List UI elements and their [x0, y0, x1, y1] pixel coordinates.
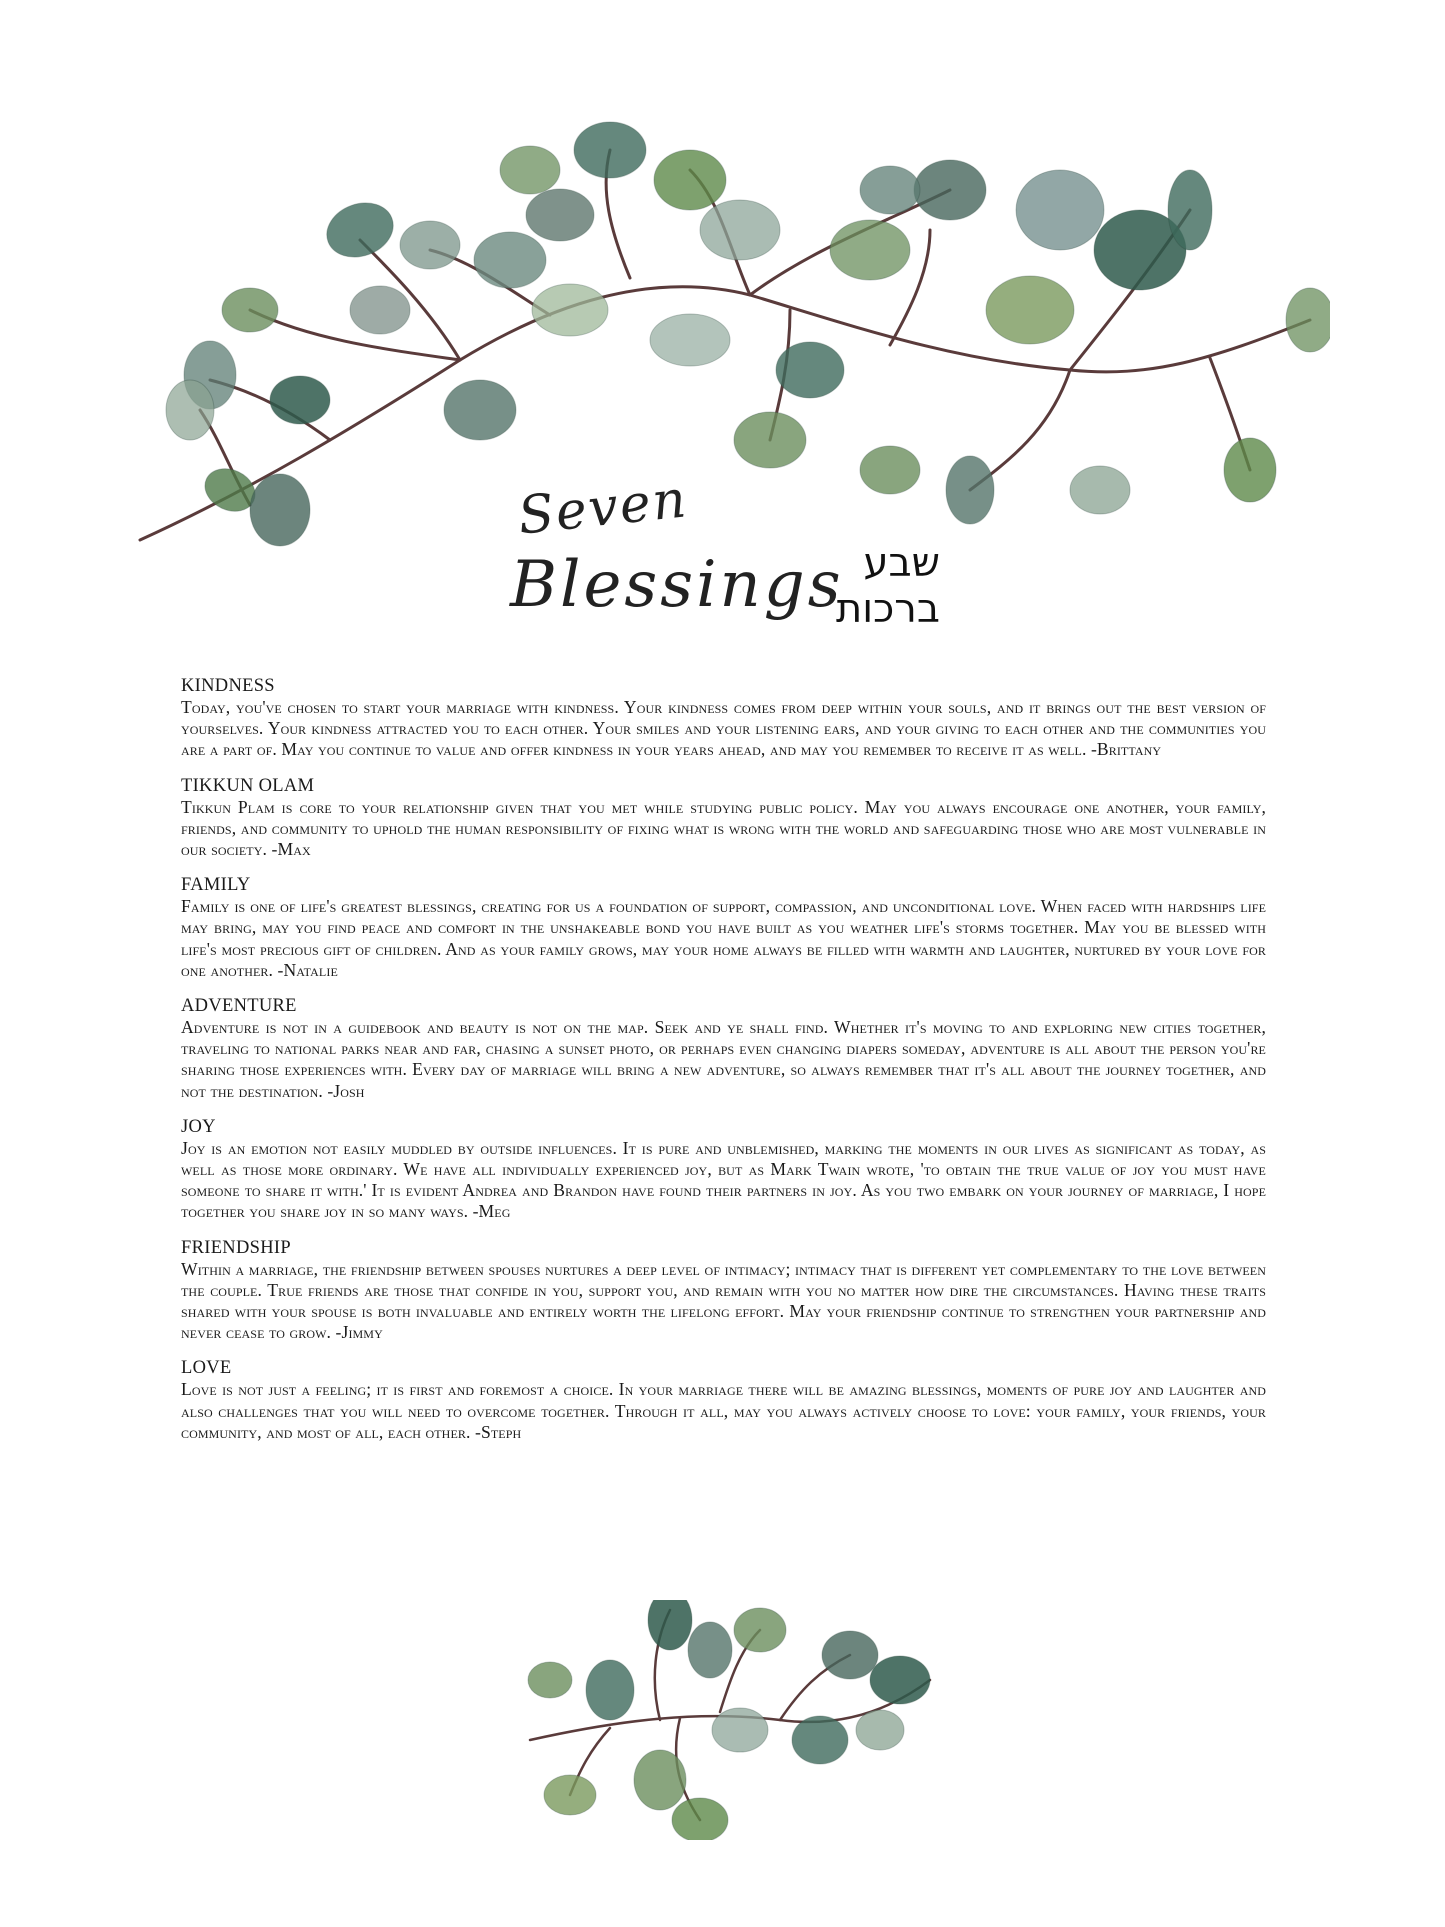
section-body: Family is one of life's greatest blessings, creating for us a foundation of support, compassion, and unconditional love. When faced with hardships life may bring, may you find peace and comfort in the unshakeable bond you have built as you weather life's storms together. May you be blessed with life's most precious gift of children. And as your family grows, may your home always be filled with warmth and laughter, nurtured by your love for one another. -Natalie	[181, 896, 1266, 980]
section-title: TIKKUN OLAM	[181, 775, 315, 796]
section-body: Tikkun Plam is core to your relationship given that you met while studying public policy. May you always encourage one another, your family, friends, and community to uphold the human responsibility of fixing what is wrong with the world and safeguarding those who are most vulnerable in our society. -Max	[181, 796, 1266, 860]
section-title: JOY	[181, 1116, 216, 1137]
blessings-content	[181, 675, 1266, 1457]
section-title: LOVE	[181, 1358, 232, 1379]
section-body: Today, you've chosen to start your marriage with kindness. Your kindness comes from deep within your souls, and it brings out the best version of yourselves. Your kindness attracted you to each other. Your smiles and your listening ears, and your giving to each other and the communities you are a part of. May you continue to value and offer kindness in your years ahead, and may you remember to receive it as well. -Brittany	[181, 697, 1266, 760]
section-title: FAMILY	[181, 875, 251, 896]
eucalyptus-sprig-illustration	[520, 1600, 940, 1840]
section-body: Joy is an emotion not easily muddled by outside influences. It is pure and unblemished, marking the moments in our lives as significant as today, as well as those more ordinary. We have all individually experienced joy, but as Mark Twain wrote, 'to obtain the true value of joy you must have someone to share it with.' It is evident Andrea and Brandon have found their partners in joy. As you two embark on your journey of marriage, I hope together you share joy in so many ways. -Meg	[181, 1137, 1266, 1222]
section-body: Adventure is not in a guidebook and beauty is not on the map. Seek and ye shall find. Whether it's moving to and exploring new cities together, traveling to national parks near and far, chasing a sunset photo, or perhaps even changing diapers someday, adventure is all about the person you're sharing those experiences with. Every day of marriage will bring a new adventure, so always remember that it's all about the journey together, and not the destination. -Josh	[181, 1017, 1266, 1101]
title-script-seven: Seven	[515, 469, 691, 547]
blessing-section-love	[181, 1357, 1266, 1443]
blessing-section-family	[181, 874, 1266, 981]
blessing-section-adventure	[181, 995, 1266, 1102]
blessing-section-joy	[181, 1116, 1266, 1223]
section-body: Within a marriage, the friendship between spouses nurtures a deep level of intimacy; intimacy that is different yet complementary to the love between the couple. True friends are those that confide in you, support you, and remain with you no matter how dire the circumstances. Having these traits shared with your spouse is both invaluable and entirely worth the lifelong effort. May your friendship continue to strengthen your partnership and never cease to grow. -Jimmy	[181, 1258, 1266, 1343]
title-block	[500, 470, 980, 670]
section-title: FRIENDSHIP	[181, 1237, 291, 1258]
section-body: Love is not just a feeling; it is first and foremost a choice. In your marriage there will be amazing blessings, moments of pure joy and laughter and also challenges that you will need to overcome together. Through it all, may you always actively choose to love: your family, your friends, your community, and most of all, each other. -Steph	[181, 1379, 1267, 1442]
blessing-section-tikkun-olam	[181, 775, 1266, 861]
blessing-section-friendship	[181, 1237, 1266, 1344]
title-hebrew: שבע ברכות	[835, 540, 940, 632]
blessing-section-kindness	[181, 675, 1266, 761]
title-script-blessings: Blessings	[510, 548, 844, 622]
section-title: KINDNESS	[181, 676, 275, 696]
section-title: ADVENTURE	[181, 996, 297, 1017]
